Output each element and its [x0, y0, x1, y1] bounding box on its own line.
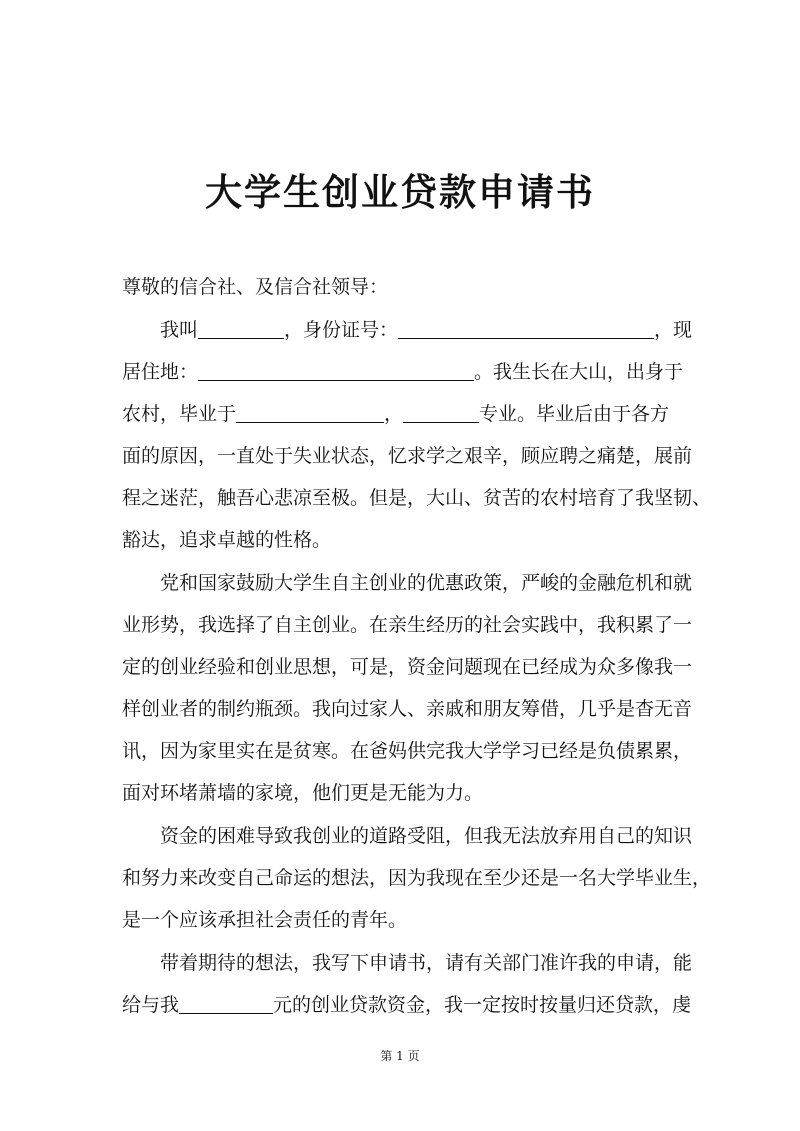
document-title: 大学生创业贷款申请书: [205, 170, 595, 214]
paragraph-2-line-3: 定的创业经验和创业思想，可是，资金问题现在已经成为众多像我一: [122, 656, 693, 678]
paragraph-1-line-5: 程之迷茫，触吾心悲凉至极。但是，大山、贫苦的农村培育了我坚韧、: [122, 487, 712, 509]
paragraph-4-line-2: [122, 990, 691, 1020]
line-end-text: ，现: [654, 319, 693, 341]
address-blank: [198, 360, 474, 381]
paragraph-1-line-2: [122, 357, 683, 387]
loan-amount-tail: 元的创业贷款资金，我一定按时按量归还贷款，虔: [273, 994, 692, 1016]
address-label: 居住地：: [122, 361, 199, 383]
paragraph-1-line-4: 面的原因，一直处于失业状态，忆求学之艰辛，顾应聘之痛楚，展前: [122, 445, 693, 467]
graduated-label: 农村，毕业于: [122, 403, 237, 425]
line-2-tail: 。我生长在大山，出身于: [474, 361, 684, 383]
page-number: 第 1 页: [380, 1049, 420, 1063]
paragraph-3-line-2: 和努力来改变自己命运的想法，因为我现在至少还是一名大学毕业生，: [122, 867, 712, 889]
school-blank: [236, 402, 384, 423]
major-text: 专业。毕业后由于各方: [479, 403, 670, 425]
loan-amount-label: 给与我: [122, 994, 180, 1016]
paragraph-3-line-1: 资金的困难导致我创业的道路受阻，但我无法放弃用自己的知识: [160, 825, 693, 847]
paragraph-2-line-4: 样创业者的制约瓶颈。我向过家人、亲戚和朋友筹借，几乎是杳无音: [122, 698, 693, 720]
paragraph-3-line-3: 是一个应该承担社会责任的青年。: [122, 909, 408, 931]
paragraph-2-line-2: 业形势，我选择了自主创业。在亲生经历的社会实践中，我积累了一: [122, 614, 693, 636]
salutation: 尊敬的信合社、及信合社领导：: [122, 276, 389, 298]
comma-text: ，: [384, 403, 404, 425]
paragraph-1-line-6: 豁达，追求卓越的性格。: [122, 529, 332, 551]
major-blank: [403, 402, 479, 423]
paragraph-2-line-6: 面对环堵萧墙的家境，他们更是无能为力。: [122, 782, 484, 804]
paragraph-1-line-3: [122, 399, 669, 429]
loan-amount-blank: [179, 993, 273, 1014]
name-blank: [198, 318, 284, 339]
paragraph-4-line-1: 带着期待的想法，我写下申请书，请有关部门准许我的申请，能: [160, 952, 693, 974]
paragraph-2-line-5: 讯，因为家里实在是贫寒。在爸妈供完我大学学习已经是负债累累，: [122, 740, 693, 762]
id-number-label: ，身份证号：: [284, 319, 399, 341]
name-label: 我叫: [160, 319, 199, 341]
paragraph-1-line-1: [160, 315, 692, 345]
paragraph-2-line-1: 党和国家鼓励大学生自主创业的优惠政策，严峻的金融危机和就: [160, 572, 693, 594]
id-number-blank: [398, 318, 654, 339]
